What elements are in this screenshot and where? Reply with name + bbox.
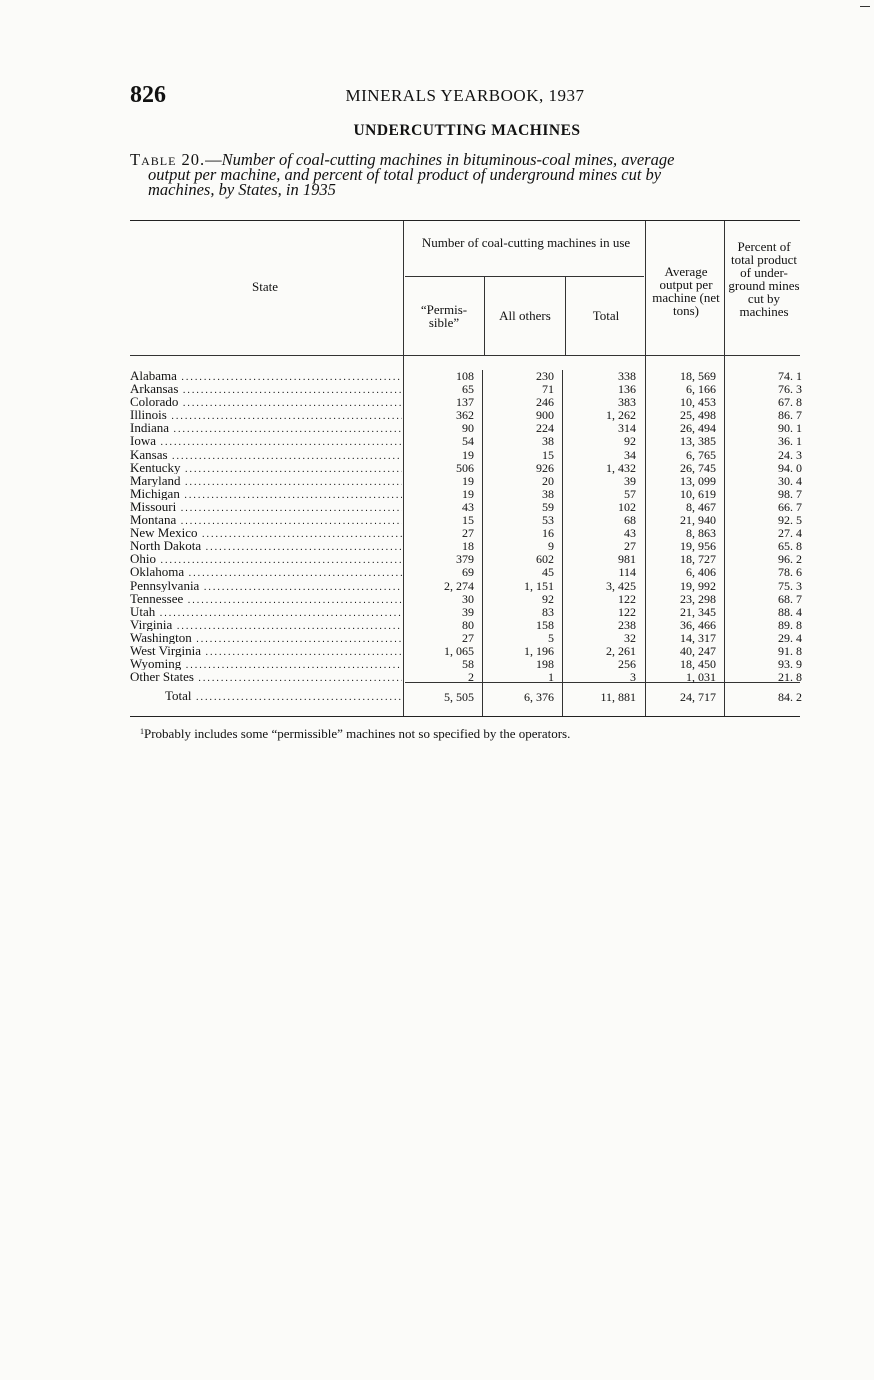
total-column <box>566 370 636 684</box>
state-name: Pennsylvania ..... <box>130 579 402 592</box>
avg-output-cell: 10, 619 <box>680 486 716 501</box>
footnote <box>140 726 570 742</box>
state-name: Ohio ..... <box>130 552 402 565</box>
col-divider-4 <box>645 221 646 716</box>
total-permissible: 5, 505 <box>444 690 474 704</box>
percent-cell: 66. 7 <box>778 499 802 514</box>
all-others-cell: 198 <box>536 657 554 672</box>
permissible-cell: 30 <box>462 591 474 606</box>
total-cell: 136 <box>618 382 636 397</box>
total-cell: 57 <box>624 486 636 501</box>
col-divider-3 <box>565 277 566 355</box>
permissible-cell: 19 <box>462 447 474 462</box>
permissible-cell: 39 <box>462 604 474 619</box>
percent-cell: 65. 8 <box>778 539 802 554</box>
percent-cell: 30. 4 <box>778 473 802 488</box>
state-column <box>130 369 402 683</box>
header-permissible: “Permis-sible” <box>420 302 468 330</box>
permissible-cell: 362 <box>456 408 474 423</box>
avg-output-cell: 8, 467 <box>686 499 716 514</box>
group-header-rule <box>405 276 644 277</box>
state-name: New Mexico ..... <box>130 526 402 539</box>
all-others-cell: 16 <box>542 526 554 541</box>
total-cell: 2, 261 <box>606 643 636 658</box>
percent-cell: 27. 4 <box>778 526 802 541</box>
total-cell: 34 <box>624 447 636 462</box>
total-row-label: Total ..... <box>165 688 401 702</box>
state-name: West Virginia ..... <box>130 644 402 657</box>
permissible-cell: 19 <box>462 486 474 501</box>
avg-output-cell: 19, 956 <box>680 539 716 554</box>
total-cell: 3, 425 <box>606 578 636 593</box>
state-name: Washington ..... <box>130 631 402 644</box>
total-cell: 122 <box>618 604 636 619</box>
avg-output-cell: 18, 569 <box>680 369 716 383</box>
percent-cell: 21. 8 <box>778 670 802 685</box>
permissible-cell: 18 <box>462 539 474 554</box>
all-others-cell: 1, 151 <box>524 578 554 593</box>
percent-cell: 75. 3 <box>778 578 802 593</box>
avg-output-cell: 13, 099 <box>680 473 716 488</box>
percent-cell: 76. 3 <box>778 382 802 397</box>
avg-output-cell: 23, 298 <box>680 591 716 606</box>
avg-output-cell: 10, 453 <box>680 395 716 410</box>
all-others-cell: 53 <box>542 513 554 528</box>
total-cell: 43 <box>624 526 636 541</box>
total-cell: 256 <box>618 657 636 672</box>
permissible-cell: 506 <box>456 460 474 475</box>
avg-output-cell: 18, 727 <box>680 552 716 567</box>
table-label: Table 20. <box>130 150 206 169</box>
avg-output-cell: 36, 466 <box>680 617 716 632</box>
avg-output-cell: 26, 745 <box>680 460 716 475</box>
header-total: Total <box>592 308 620 323</box>
all-others-cell: 230 <box>536 369 554 383</box>
caption-line-2: output per machine, and percent of total product of underground mines cut by <box>148 165 662 184</box>
total-cell: 32 <box>624 630 636 645</box>
avg-output-cell: 1, 031 <box>686 670 716 685</box>
col-divider-1 <box>403 221 404 716</box>
total-total: 11, 881 <box>600 690 636 704</box>
page-header <box>130 82 800 112</box>
percent-cell: 98. 7 <box>778 486 802 501</box>
percent-cell: 24. 3 <box>778 447 802 462</box>
all-others-cell: 15 <box>542 447 554 462</box>
state-name: Oklahoma ..... <box>130 565 402 578</box>
all-others-cell: 158 <box>536 617 554 632</box>
col-divider-2 <box>484 277 485 355</box>
all-others-cell: 38 <box>542 434 554 449</box>
table-top-rule <box>130 220 800 221</box>
percent-cell: 36. 1 <box>778 434 802 449</box>
permissible-cell: 54 <box>462 434 474 449</box>
header-bottom-rule <box>130 355 800 356</box>
percent-cell: 94. 0 <box>778 460 802 475</box>
all-others-cell: 602 <box>536 552 554 567</box>
footnote-text: Probably includes some “permissible” machines not so specified by the operators. <box>144 726 571 741</box>
percent-cell: 88. 4 <box>778 604 802 619</box>
state-name: Illinois ..... <box>130 408 402 421</box>
permissible-cell: 108 <box>456 369 474 383</box>
header-machines-group: Number of coal-cutting machines in use <box>421 235 631 250</box>
all-others-cell: 92 <box>542 591 554 606</box>
permissible-cell: 80 <box>462 617 474 632</box>
all-others-cell: 1 <box>548 670 554 685</box>
total-cell: 27 <box>624 539 636 554</box>
total-percent: 84. 2 <box>778 690 802 704</box>
all-others-cell: 20 <box>542 473 554 488</box>
permissible-cell: 43 <box>462 499 474 514</box>
all-others-cell: 926 <box>536 460 554 475</box>
avg-output-cell: 8, 863 <box>686 526 716 541</box>
avg-output-cell: 21, 345 <box>680 604 716 619</box>
percent-cell: 91. 8 <box>778 643 802 658</box>
avg-output-cell: 21, 940 <box>680 513 716 528</box>
avg-output-cell: 14, 317 <box>680 630 716 645</box>
permissible-cell: 27 <box>462 630 474 645</box>
permissible-column <box>410 370 474 684</box>
avg-output-cell: 6, 765 <box>686 447 716 462</box>
caption-line-1: Number of coal-cutting machines in bituminous-coal mines, average <box>221 150 675 169</box>
state-name: Tennessee ..... <box>130 592 402 605</box>
permissible-cell: 2, 274 <box>444 578 474 593</box>
total-cell: 114 <box>618 565 636 580</box>
total-cell: 1, 432 <box>606 460 636 475</box>
permissible-cell: 15 <box>462 513 474 528</box>
total-cell: 338 <box>618 369 636 383</box>
all-others-cell: 900 <box>536 408 554 423</box>
all-others-cell: 5 <box>548 630 554 645</box>
state-name: Iowa ..... <box>130 434 402 447</box>
all-others-cell: 38 <box>542 486 554 501</box>
state-name: Alabama ..... <box>130 369 402 382</box>
all-others-cell: 83 <box>542 604 554 619</box>
permissible-cell: 69 <box>462 565 474 580</box>
total-cell: 122 <box>618 591 636 606</box>
total-cell: 92 <box>624 434 636 449</box>
total-cell: 102 <box>618 499 636 514</box>
state-name: Montana ..... <box>130 513 402 526</box>
table-caption <box>130 152 806 197</box>
total-cell: 68 <box>624 513 636 528</box>
all-others-cell: 71 <box>542 382 554 397</box>
total-cell: 981 <box>618 552 636 567</box>
all-others-cell: 1, 196 <box>524 643 554 658</box>
page-corner-mark <box>860 6 870 7</box>
state-name: Kansas ..... <box>130 448 402 461</box>
avg-output-column <box>648 370 716 684</box>
avg-output-cell: 19, 992 <box>680 578 716 593</box>
total-cell: 1, 262 <box>606 408 636 423</box>
permissible-cell: 90 <box>462 421 474 436</box>
percent-cell: 68. 7 <box>778 591 802 606</box>
all-others-cell: 224 <box>536 421 554 436</box>
avg-output-cell: 18, 450 <box>680 657 716 672</box>
col-divider-5 <box>724 221 725 716</box>
percent-cell: 67. 8 <box>778 395 802 410</box>
state-name: North Dakota ..... <box>130 539 402 552</box>
percent-cell: 29. 4 <box>778 630 802 645</box>
percent-cell: 89. 8 <box>778 617 802 632</box>
header-state: State <box>252 279 278 294</box>
percent-cell: 93. 9 <box>778 657 802 672</box>
state-name: Arkansas ..... <box>130 382 402 395</box>
state-name: Kentucky ..... <box>130 461 402 474</box>
avg-output-cell: 6, 166 <box>686 382 716 397</box>
percent-cell: 90. 1 <box>778 421 802 436</box>
total-cell: 3 <box>630 670 636 685</box>
permissible-cell: 65 <box>462 382 474 397</box>
percent-cell: 78. 6 <box>778 565 802 580</box>
state-name: Michigan ..... <box>130 487 402 500</box>
state-name: Colorado ..... <box>130 395 402 408</box>
header-percent: Percent of total product of under-ground mines cut by machines <box>728 239 800 319</box>
col-divider-3-body <box>562 370 563 716</box>
total-avg-output: 24, 717 <box>680 690 716 704</box>
all-others-cell: 59 <box>542 499 554 514</box>
page-number: 826 <box>130 82 166 108</box>
permissible-cell: 27 <box>462 526 474 541</box>
percent-cell: 74. 1 <box>778 369 802 383</box>
avg-output-cell: 13, 385 <box>680 434 716 449</box>
permissible-cell: 19 <box>462 473 474 488</box>
all-others-cell: 45 <box>542 565 554 580</box>
avg-output-cell: 40, 247 <box>680 643 716 658</box>
state-name: Utah ..... <box>130 605 402 618</box>
state-name: Indiana ..... <box>130 421 402 434</box>
total-cell: 238 <box>618 617 636 632</box>
total-all-others: 6, 376 <box>524 690 554 704</box>
permissible-cell: 1, 065 <box>444 643 474 658</box>
percent-column <box>728 370 802 684</box>
col-divider-2-body <box>482 370 483 716</box>
total-cell: 39 <box>624 473 636 488</box>
percent-cell: 96. 2 <box>778 552 802 567</box>
state-name: Missouri ..... <box>130 500 402 513</box>
permissible-cell: 379 <box>456 552 474 567</box>
state-name: Other States ..... <box>130 670 402 683</box>
state-name: Wyoming ..... <box>130 657 402 670</box>
permissible-cell: 58 <box>462 657 474 672</box>
avg-output-cell: 26, 494 <box>680 421 716 436</box>
avg-output-cell: 6, 406 <box>686 565 716 580</box>
all-others-column <box>488 370 554 684</box>
table-bottom-rule <box>130 716 800 717</box>
header-all-others: All others <box>499 308 551 323</box>
caption-line-3: machines, by States, in 1935 <box>148 180 336 199</box>
state-name: Virginia ..... <box>130 618 402 631</box>
percent-cell: 86. 7 <box>778 408 802 423</box>
total-cell: 314 <box>618 421 636 436</box>
avg-output-cell: 25, 498 <box>680 408 716 423</box>
footnote-marker: 1 <box>140 727 144 736</box>
all-others-cell: 246 <box>536 395 554 410</box>
percent-cell: 92. 5 <box>778 513 802 528</box>
permissible-cell: 137 <box>456 395 474 410</box>
section-heading: UNDERCUTTING MACHINES <box>353 122 581 139</box>
state-name: Maryland ..... <box>130 474 402 487</box>
all-others-cell: 9 <box>548 539 554 554</box>
total-cell: 383 <box>618 395 636 410</box>
caption-dash: — <box>205 150 222 169</box>
running-head: MINERALS YEARBOOK, 1937 <box>345 86 585 105</box>
permissible-cell: 2 <box>468 670 474 685</box>
header-avg-output: Average output per machine (net tons) <box>652 264 720 318</box>
